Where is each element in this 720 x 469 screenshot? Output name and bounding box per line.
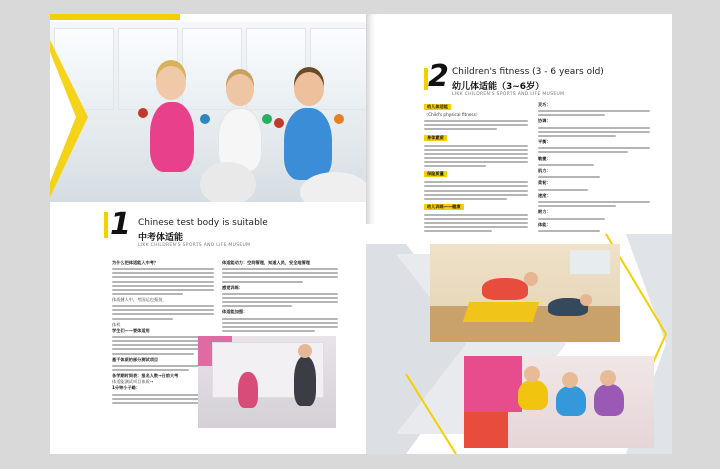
paragraph: 体适能测试项目体质→ bbox=[112, 379, 154, 385]
right-text-column-1 bbox=[424, 102, 528, 234]
top-accent-bar bbox=[50, 14, 180, 20]
term-heading: 敏捷： bbox=[538, 155, 551, 161]
section-tag: 保险质量 bbox=[424, 171, 447, 177]
right-text-column-2 bbox=[538, 102, 650, 234]
section-heading: 基于体质的部分测试项目 bbox=[112, 356, 159, 362]
chapter-title-cn: 中考体适能 bbox=[138, 233, 184, 243]
term-heading: 平衡： bbox=[538, 139, 551, 145]
photo-child-training bbox=[198, 336, 336, 428]
photo-kids-obstacle-play bbox=[430, 244, 620, 342]
chapter-title-en: Chinese test body is suitable bbox=[138, 218, 268, 228]
hero-photo-kids-dumbbells bbox=[50, 22, 366, 202]
section-heading: 学生们——要体适用 bbox=[112, 327, 150, 333]
photo-kids-fitness-balls bbox=[464, 356, 654, 448]
term-heading: 协调： bbox=[538, 118, 551, 124]
section-heading: 为什么把体适能入中考？ bbox=[112, 260, 159, 265]
term-heading: 肌力： bbox=[538, 167, 551, 173]
section-heading: 体适能动力：空间管理，知道人员，安全地管理 bbox=[222, 260, 310, 265]
chapter-number: 1 bbox=[110, 207, 131, 242]
section-tag: 幼儿体适能 bbox=[424, 104, 451, 110]
term-heading: 体能： bbox=[538, 221, 551, 227]
chapter-title-cn: 幼儿体适能（3~6岁） bbox=[452, 82, 545, 92]
chapter-subtitle: LIKK CHILDREN'S SPORTS AND LIFE MUSEUM bbox=[452, 92, 565, 97]
chapter-title-en: Children's fitness (3 - 6 years old) bbox=[452, 67, 604, 77]
section-heading: 体适能加强： bbox=[222, 309, 248, 315]
right-page bbox=[366, 14, 672, 454]
section-tag: 幼儿训练——健康 bbox=[424, 204, 464, 210]
section-tag: 身体素质 bbox=[424, 135, 447, 141]
chapter-subtitle: LIKK CHILDREN'S SPORTS AND LIFE MUSEUM bbox=[138, 243, 251, 248]
left-text-column-2 bbox=[222, 260, 338, 334]
term-heading: 柔韧： bbox=[538, 180, 551, 186]
section-heading: 各学期时间表：报名人数→日前大考 bbox=[112, 373, 179, 379]
paragraph: （Child's physical fitness） bbox=[424, 112, 480, 117]
paragraph: 体机 bbox=[112, 321, 121, 327]
section-heading: 1分钟小子路： bbox=[112, 385, 141, 391]
left-page bbox=[50, 14, 366, 454]
chapter-accent bbox=[104, 212, 108, 238]
term-heading: 灵巧： bbox=[538, 102, 551, 107]
section-heading: 感觉训练： bbox=[222, 284, 243, 290]
term-heading: 耐力： bbox=[538, 209, 551, 215]
chapter-number: 2 bbox=[428, 59, 449, 94]
term-heading: 速度： bbox=[538, 192, 551, 198]
paragraph: 体质健人中，考国运也强劲， bbox=[112, 296, 167, 302]
magazine-spread bbox=[28, 14, 692, 454]
